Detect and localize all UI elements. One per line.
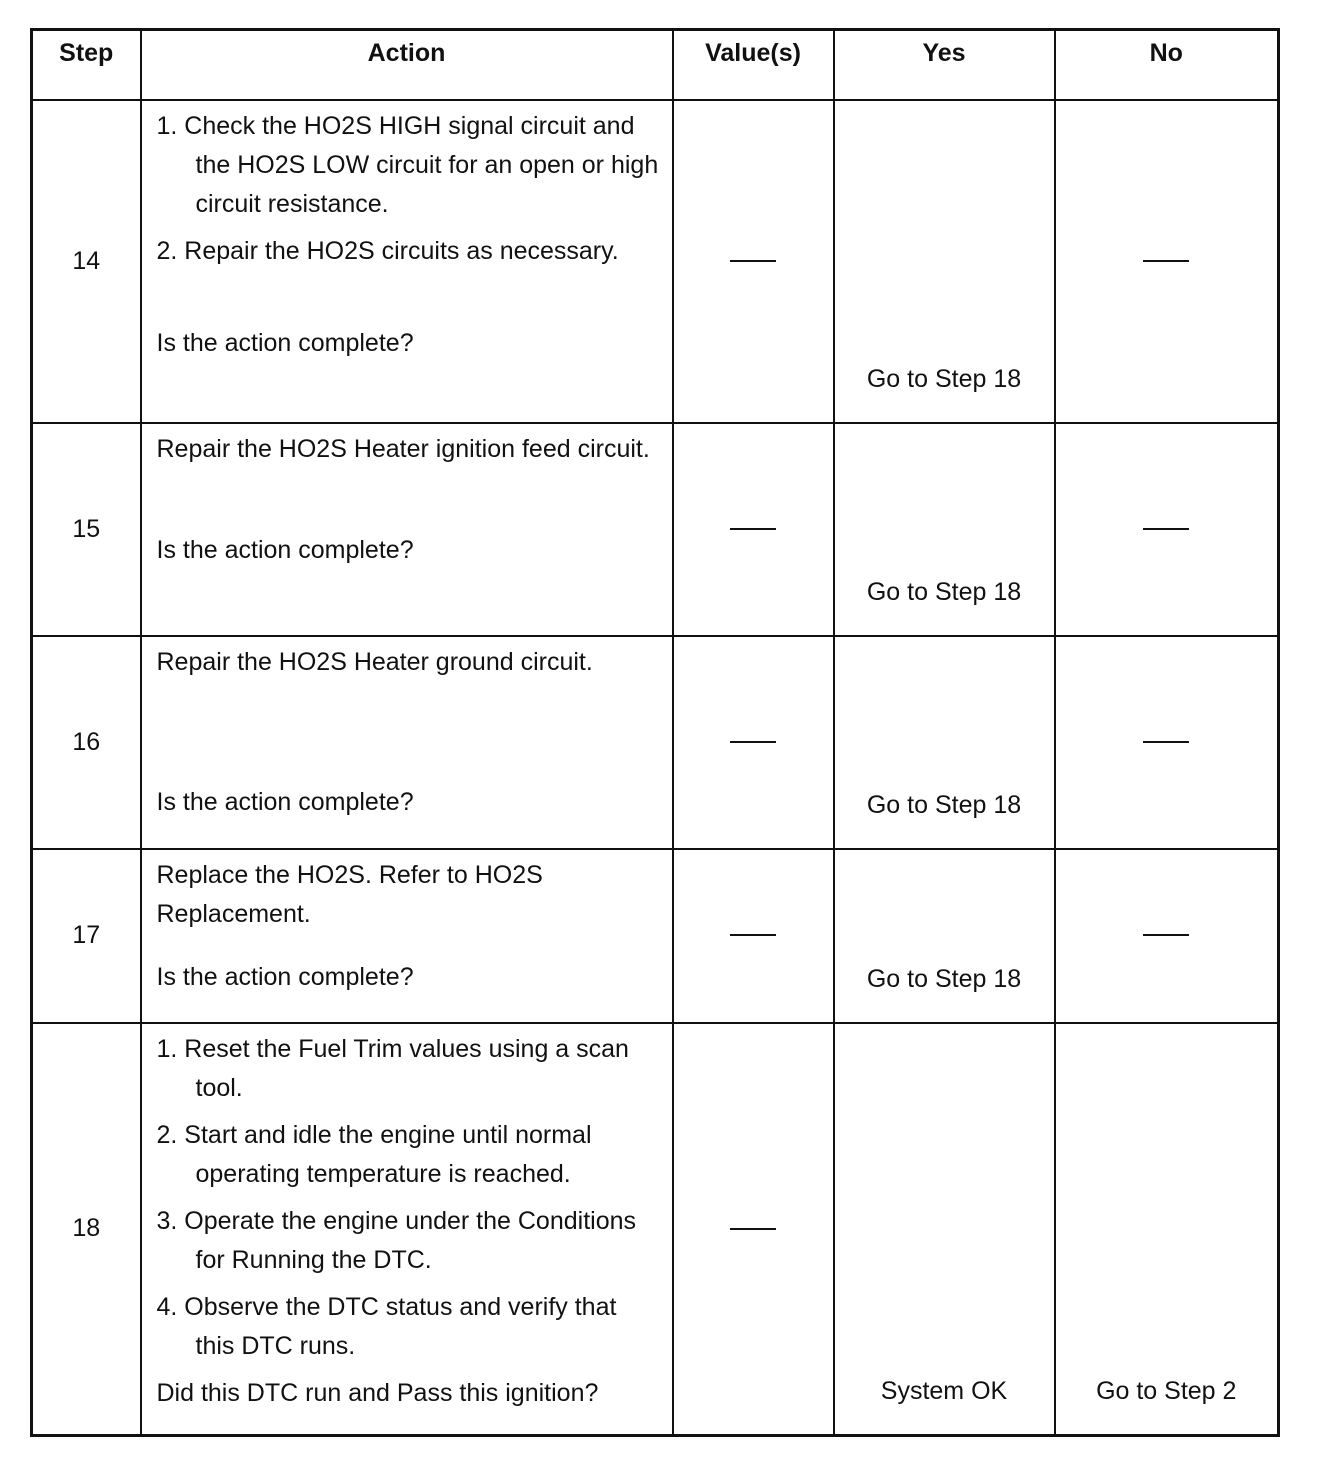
table-row bbox=[32, 1023, 1279, 1436]
step-number: 18 bbox=[32, 1023, 141, 1436]
yes-cell: Go to Step 18 bbox=[834, 636, 1055, 849]
empty-value-dash bbox=[730, 1228, 776, 1230]
action-cell bbox=[141, 636, 673, 849]
header-row bbox=[32, 30, 1279, 100]
action-cell bbox=[141, 100, 673, 423]
no-cell bbox=[1055, 423, 1279, 636]
step-number: 16 bbox=[32, 636, 141, 849]
action-step: 2. Start and idle the engine until normal operating temperature is reached. bbox=[156, 1120, 592, 1188]
table-row bbox=[32, 636, 1279, 849]
step-number: 17 bbox=[32, 849, 141, 1023]
value-cell bbox=[673, 100, 834, 423]
no-cell bbox=[1055, 100, 1279, 423]
action-step: 1. Check the HO2S HIGH signal circuit and the HO2S LOW circuit for an open or high circuit resistance. bbox=[156, 111, 659, 218]
step-number: 15 bbox=[32, 423, 141, 636]
action-step: 2. Repair the HO2S circuits as necessary. bbox=[156, 236, 619, 265]
header-action: Action bbox=[141, 30, 673, 100]
action-step: 3. Operate the engine under the Conditions for Running the DTC. bbox=[156, 1206, 637, 1274]
yes-cell: System OK bbox=[834, 1023, 1055, 1436]
action-cell bbox=[141, 849, 673, 1023]
empty-value-dash bbox=[730, 260, 776, 262]
action-cell bbox=[141, 423, 673, 636]
header-no: No bbox=[1055, 30, 1279, 100]
table-row bbox=[32, 423, 1279, 636]
yes-cell: Go to Step 18 bbox=[834, 100, 1055, 423]
empty-value-dash bbox=[730, 934, 776, 936]
empty-value-dash bbox=[1143, 934, 1189, 936]
action-step: 4. Observe the DTC status and verify that this DTC runs. bbox=[156, 1292, 617, 1360]
value-cell bbox=[673, 636, 834, 849]
no-cell: Go to Step 2 bbox=[1055, 1023, 1279, 1436]
header-yes: Yes bbox=[834, 30, 1055, 100]
no-cell bbox=[1055, 636, 1279, 849]
action-question: Is the action complete? bbox=[156, 962, 414, 991]
diagnostic-table bbox=[30, 28, 1280, 1437]
yes-cell: Go to Step 18 bbox=[834, 423, 1055, 636]
value-cell bbox=[673, 849, 834, 1023]
action-text: Repair the HO2S Heater ignition feed circuit. bbox=[156, 434, 650, 463]
table-row bbox=[32, 100, 1279, 423]
action-text: Replace the HO2S. Refer to HO2S Replacement. bbox=[156, 860, 543, 928]
action-cell bbox=[141, 1023, 673, 1436]
empty-value-dash bbox=[1143, 741, 1189, 743]
action-question: Is the action complete? bbox=[156, 328, 414, 357]
empty-value-dash bbox=[730, 741, 776, 743]
value-cell bbox=[673, 423, 834, 636]
action-step: 1. Reset the Fuel Trim values using a scan tool. bbox=[156, 1034, 629, 1102]
empty-value-dash bbox=[1143, 260, 1189, 262]
empty-value-dash bbox=[1143, 528, 1189, 530]
action-question: Did this DTC run and Pass this ignition? bbox=[156, 1378, 599, 1407]
step-number: 14 bbox=[32, 100, 141, 423]
action-question: Is the action complete? bbox=[156, 535, 414, 564]
action-text: Repair the HO2S Heater ground circuit. bbox=[156, 647, 593, 676]
yes-cell: Go to Step 18 bbox=[834, 849, 1055, 1023]
header-values: Value(s) bbox=[673, 30, 834, 100]
header-step: Step bbox=[32, 30, 141, 100]
empty-value-dash bbox=[730, 528, 776, 530]
table-row bbox=[32, 849, 1279, 1023]
no-cell bbox=[1055, 849, 1279, 1023]
action-question: Is the action complete? bbox=[156, 787, 414, 816]
value-cell bbox=[673, 1023, 834, 1436]
